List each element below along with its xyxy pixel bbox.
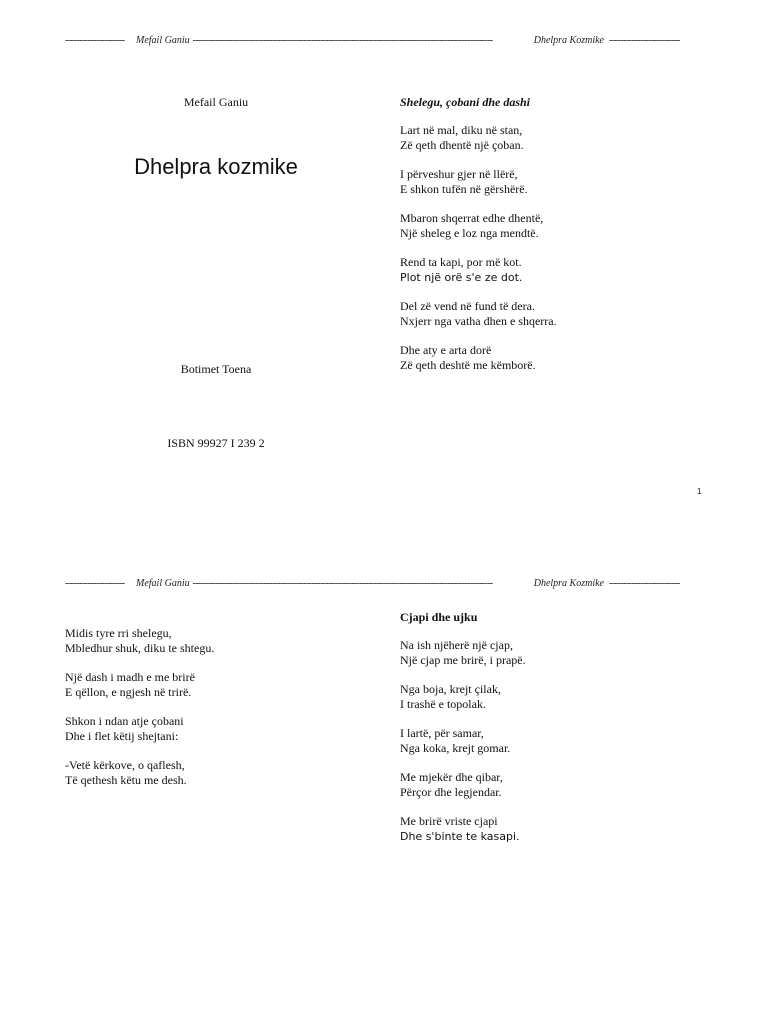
stanza <box>400 211 557 241</box>
isbn: ISBN 99927 I 239 2 <box>167 436 265 450</box>
verse-line: Një cjap me brirë, i prapë. <box>400 653 526 667</box>
verse-line: Me brirë vriste cjapi <box>400 814 498 828</box>
stanza <box>400 726 526 756</box>
verse-line: I trashë e topolak. <box>400 697 486 711</box>
verse-line: Zë qeth deshtë me këmborë. <box>400 358 536 372</box>
verse-line: Nxjerr nga vatha dhen e shqerra. <box>400 314 557 328</box>
book-title: Dhelpra kozmike <box>134 154 298 179</box>
verse-line: Me mjekër dhe qibar, <box>400 770 503 784</box>
stanza <box>400 814 526 844</box>
verse-line: Dhe i flet këtij shejtani: <box>65 729 179 743</box>
verse-line: Na ish njëherë një cjap, <box>400 638 513 652</box>
page-2 <box>0 515 768 1024</box>
stanza <box>400 123 557 153</box>
stanza <box>400 682 526 712</box>
page-number: 1 <box>697 487 702 496</box>
verse-line: E qëllon, e ngjesh në trirë. <box>65 685 192 699</box>
stanza <box>400 167 557 197</box>
verse-line: Lart në mal, diku në stan, <box>400 123 523 137</box>
verse-line: Shkon i ndan atje çobani <box>65 714 184 728</box>
stanza <box>400 255 557 285</box>
verse-line: Mbledhur shuk, diku te shtegu. <box>65 641 215 655</box>
verse-line: Të qethesh këtu me desh. <box>65 773 187 787</box>
poem-shelegu-continued <box>65 626 214 802</box>
stanza <box>65 626 214 656</box>
header-dashes-left: --------------------- <box>65 577 125 589</box>
stanza <box>65 670 214 700</box>
publisher: Botimet Toena <box>180 362 252 376</box>
poem-title: Shelegu, çobani dhe dashi <box>400 95 531 109</box>
verse-line: I lartë, për samar, <box>400 726 484 740</box>
poem-shelegu <box>400 95 557 387</box>
verse-line: -Vetë kërkove, o qaflesh, <box>65 758 185 772</box>
verse-line: Midis tyre rri shelegu, <box>65 626 172 640</box>
verse-line: Del zë vend në fund të dera. <box>400 299 535 313</box>
header-dashes-middle: ---------------------------------------------------------------------------------------------------------- <box>192 34 493 46</box>
header-book: Dhelpra Kozmike <box>533 577 604 589</box>
poem-title: Cjapi dhe ujku <box>400 610 478 624</box>
stanza <box>65 714 214 744</box>
verse-line: Dhe aty e arta dorë <box>400 343 492 357</box>
header-author: Mefail Ganiu <box>136 577 190 589</box>
verse-line: Rend ta kapi, por më kot. <box>400 255 522 269</box>
verse-line: Zë qeth dhentë një çoban. <box>400 138 524 152</box>
verse-line: Një sheleg e loz nga mendtë. <box>400 226 539 240</box>
running-header <box>65 33 701 47</box>
header-dashes-middle: ---------------------------------------------------------------------------------------------------------- <box>192 577 493 589</box>
verse-line: I përveshur gjer në llërë, <box>400 167 518 181</box>
header-author: Mefail Ganiu <box>136 34 190 46</box>
stanza <box>65 758 214 788</box>
header-dashes-right: ------------------------- <box>609 577 680 589</box>
verse-line: E shkon tufën në gërshërë. <box>400 182 528 196</box>
title-page-author: Mefail Ganiu <box>183 95 249 109</box>
verse-line: Plot një orë s'e ze dot. <box>400 271 523 284</box>
header-dashes-right: ------------------------- <box>609 34 680 46</box>
verse-line: Dhe s'binte te kasapi. <box>400 830 520 843</box>
running-header <box>65 576 701 590</box>
poem-cjapi <box>400 610 526 858</box>
verse-line: Nga koka, krejt gomar. <box>400 741 511 755</box>
stanza <box>400 638 526 668</box>
stanza <box>400 770 526 800</box>
verse-line: Mbaron shqerrat edhe dhentë, <box>400 211 544 225</box>
stanza <box>400 299 557 329</box>
verse-line: Një dash i madh e me brirë <box>65 670 195 684</box>
header-dashes-left: --------------------- <box>65 34 125 46</box>
header-book: Dhelpra Kozmike <box>533 34 604 46</box>
stanza <box>400 343 557 373</box>
verse-line: Nga boja, krejt çilak, <box>400 682 501 696</box>
verse-line: Përçor dhe legjendar. <box>400 785 502 799</box>
